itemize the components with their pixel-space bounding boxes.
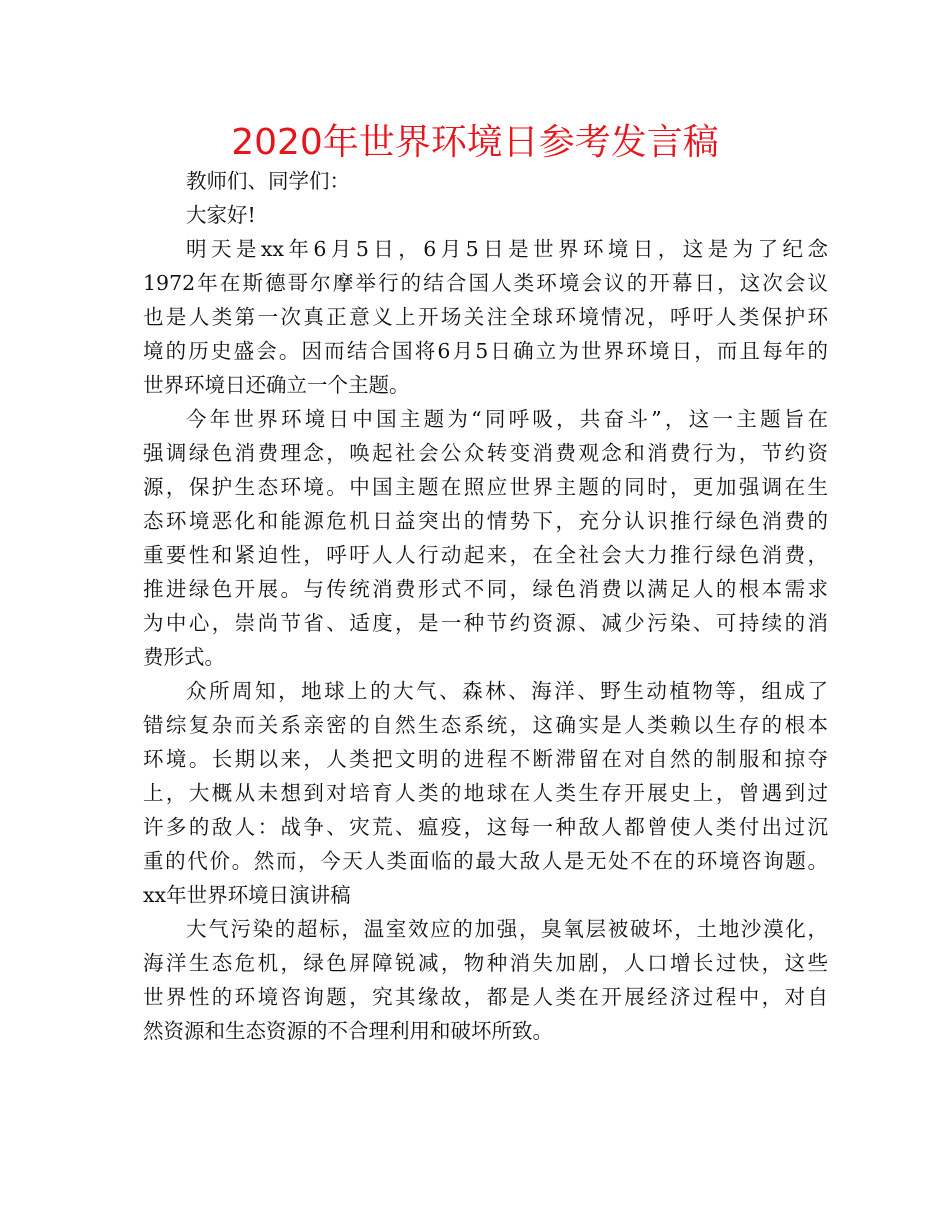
subheading-line: xx年世界环境日演讲稿 — [143, 883, 351, 907]
paragraph-line: 错综复杂而关系亲密的自然生态系统，这确实是人类赖以生存的根本 — [143, 713, 828, 737]
document-title: 2020年世界环境日参考发言稿 — [231, 122, 719, 163]
paragraph-line: 环境。长期以来，人类把文明的进程不断滞留在对自然的制服和掠夺 — [143, 747, 828, 771]
paragraph-line: 许多的敌人：战争、灾荒、瘟疫，这每一种敌人都曾使人类付出过沉 — [143, 815, 828, 839]
paragraph-line: 世界环境日还确立一个主题。 — [143, 373, 410, 397]
paragraph-line: 1972年在斯德哥尔摩举行的结合国人类环境会议的开幕日，这次会议 — [143, 271, 828, 295]
paragraph-line: 强调绿色消费理念，唤起社会公众转变消费观念和消费行为，节约资 — [143, 441, 828, 465]
paragraph-line: 重的代价。然而，今天人类面临的最大敌人是无处不在的环境咨询题。 — [143, 849, 828, 873]
paragraph-line: 为中心，崇尚节省、适度，是一种节约资源、减少污染、可持续的消 — [143, 611, 828, 635]
paragraph-line: 重要性和紧迫性，呼吁人人行动起来，在全社会大力推行绿色消费， — [143, 543, 828, 567]
paragraph-line: 也是人类第一次真正意义上开场关注全球环境情况，呼吁人类保护环 — [143, 305, 828, 329]
paragraph-line: 今年世界环境日中国主题为“同呼吸，共奋斗”，这一主题旨在 — [186, 407, 828, 431]
greeting-line: 大家好! — [186, 203, 256, 227]
paragraph-line: 境的历史盛会。因而结合国将6月5日确立为世界环境日，而且每年的 — [143, 339, 828, 363]
paragraph-line: 众所周知，地球上的大气、森林、海洋、野生动植物等，组成了 — [186, 679, 828, 703]
paragraph-line: 推进绿色开展。与传统消费形式不同，绿色消费以满足人的根本需求 — [143, 577, 828, 601]
paragraph-line: 然资源和生态资源的不合理利用和破坏所致。 — [143, 1019, 553, 1043]
paragraph-line: 源，保护生态环境。中国主题在照应世界主题的同时，更加强调在生 — [143, 475, 828, 499]
paragraph-line: 上，大概从未想到对培育人类的地球在人类生存开展史上，曾遇到过 — [143, 781, 828, 805]
salutation-line: 教师们、同学们： — [186, 169, 350, 193]
paragraph-line: 费形式。 — [143, 645, 225, 669]
paragraph-line: 世界性的环境咨询题，究其缘故，都是人类在开展经济过程中，对自 — [143, 985, 828, 1009]
document-body — [143, 164, 828, 1048]
paragraph-line: 海洋生态危机，绿色屏障锐减，物种消失加剧，人口增长过快，这些 — [143, 951, 828, 975]
paragraph-line: 态环境恶化和能源危机日益突出的情势下，充分认识推行绿色消费的 — [143, 509, 828, 533]
paragraph-line: 大气污染的超标，温室效应的加强，臭氧层被破坏，土地沙漠化， — [186, 917, 828, 941]
paragraph-line: 明天是xx年6月5日，6月5日是世界环境日，这是为了纪念 — [186, 237, 828, 261]
